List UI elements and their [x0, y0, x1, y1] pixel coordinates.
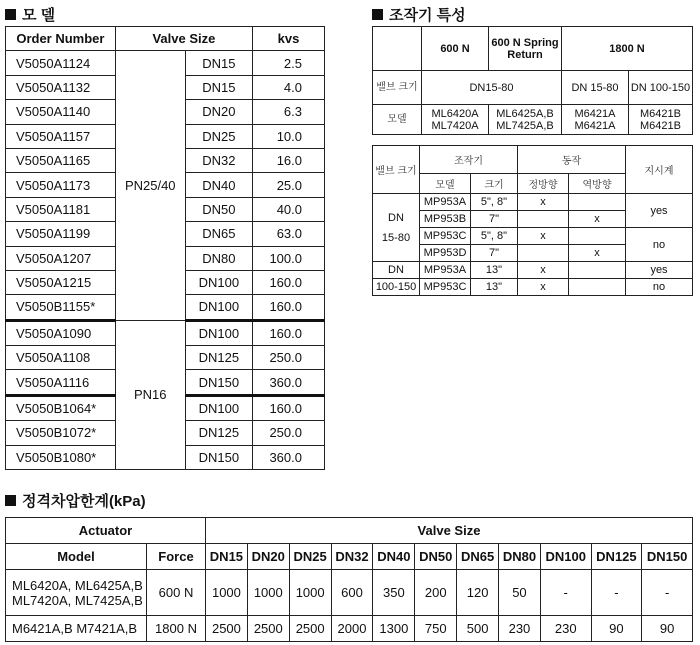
- header-actuator: Actuator: [6, 518, 206, 544]
- valve-size: DN100: [185, 270, 252, 294]
- header-600n: 600 N: [422, 27, 489, 71]
- kvs-value: 16.0: [253, 148, 325, 172]
- table-row: [373, 194, 693, 211]
- pressure-value: 90: [642, 616, 693, 642]
- pressure-limit-table: [5, 517, 693, 642]
- table-header-row: [6, 518, 693, 544]
- valve-size: DN15: [185, 51, 252, 75]
- pressure-value: 120: [457, 570, 499, 616]
- pressure-value: 230: [540, 616, 591, 642]
- order-number: V5050A1140: [6, 100, 116, 124]
- valve-size: DN100: [185, 320, 252, 345]
- op-direct: x: [518, 279, 569, 296]
- table-row: [373, 228, 693, 245]
- pressure-group-pn2540: PN25/40: [115, 51, 185, 320]
- pressure-value: 600: [331, 570, 373, 616]
- actuator-model: M6421A,B M7421A,B: [6, 616, 147, 642]
- order-number: V5050A1207: [6, 246, 116, 270]
- op-reverse: [569, 228, 626, 245]
- order-number: V5050A1157: [6, 124, 116, 148]
- dn-label: DN: [373, 262, 420, 279]
- header-kvs: kvs: [253, 27, 325, 51]
- header-valve-size: Valve Size: [115, 27, 252, 51]
- kvs-value: 6.3: [253, 100, 325, 124]
- dn-group-a: [373, 194, 420, 262]
- header-order-number: Order Number: [6, 27, 116, 51]
- op-direct: [518, 245, 569, 262]
- header-model: Model: [6, 544, 147, 570]
- header-dn-size: DN50: [415, 544, 457, 570]
- model-table: [5, 26, 325, 470]
- op-size: 7": [471, 245, 518, 262]
- pressure-value: 2000: [331, 616, 373, 642]
- kvs-value: 360.0: [253, 445, 325, 469]
- label-model: 모델: [420, 174, 471, 194]
- op-size: 7": [471, 211, 518, 228]
- order-number: V5050A1116: [6, 370, 116, 395]
- valve-size: DN100: [185, 295, 252, 320]
- label-indicator: 지시계: [626, 146, 693, 194]
- order-number: V5050A1199: [6, 222, 116, 246]
- kvs-value: 10.0: [253, 124, 325, 148]
- model-600n: ML6420A ML7420A: [422, 105, 489, 135]
- square-bullet-icon: [5, 9, 16, 20]
- section-title-text: 조작기 특성: [389, 7, 466, 24]
- order-number: V5050A1124: [6, 51, 116, 75]
- kvs-value: 63.0: [253, 222, 325, 246]
- valve-size: DN150: [185, 370, 252, 395]
- op-model: MP953C: [420, 228, 471, 245]
- header-dn-size: DN15: [206, 544, 248, 570]
- size-1800n-a: DN 15-80: [562, 71, 629, 105]
- valve-size: DN15: [185, 75, 252, 99]
- table-row: [373, 279, 693, 296]
- valve-size: DN125: [185, 346, 252, 370]
- indicator-no: no: [626, 228, 693, 262]
- empty-cell: [373, 27, 422, 71]
- actuator-characteristics-table: [372, 26, 693, 135]
- valve-size: DN32: [185, 148, 252, 172]
- model-1800n-a: M6421A M6421A: [562, 105, 629, 135]
- op-reverse: [569, 279, 626, 296]
- order-number: V5050A1181: [6, 197, 116, 221]
- label-size: 크기: [471, 174, 518, 194]
- header-600n-spring-return: 600 N Spring Return: [489, 27, 562, 71]
- kvs-value: 160.0: [253, 320, 325, 345]
- size-600n: DN15-80: [422, 71, 562, 105]
- op-reverse: x: [569, 245, 626, 262]
- header-dn-size: DN150: [642, 544, 693, 570]
- kvs-value: 2.5: [253, 51, 325, 75]
- op-model: MP953B: [420, 211, 471, 228]
- size-1800n-b: DN 100-150: [629, 71, 693, 105]
- order-number: V5050A1090: [6, 320, 116, 345]
- order-number: V5050B1072*: [6, 421, 116, 445]
- order-number: V5050A1215: [6, 270, 116, 294]
- table-row: [6, 616, 693, 642]
- square-bullet-icon: [5, 495, 16, 506]
- order-number: V5050A1165: [6, 148, 116, 172]
- order-number: V5050B1155*: [6, 295, 116, 320]
- section-title-actuator: [372, 4, 466, 25]
- table-header-row: [6, 27, 325, 51]
- model-1800n-b: M6421B M6421B: [629, 105, 693, 135]
- order-number: V5050A1132: [6, 75, 116, 99]
- section-title-model: [5, 4, 55, 25]
- pressure-value: 1000: [289, 570, 331, 616]
- header-dn-size: DN20: [247, 544, 289, 570]
- header-dn-size: DN25: [289, 544, 331, 570]
- header-dn-size: DN80: [499, 544, 541, 570]
- section-title-text: 모 델: [22, 7, 56, 24]
- op-model: MP953A: [420, 262, 471, 279]
- op-size: 13": [471, 262, 518, 279]
- table-header-row: [373, 146, 693, 174]
- order-number: V5050A1173: [6, 173, 116, 197]
- op-direct: x: [518, 194, 569, 211]
- section-title-pressure: [5, 490, 146, 511]
- table-row: [373, 71, 693, 105]
- pressure-value: 500: [457, 616, 499, 642]
- label-direct: 정방향: [518, 174, 569, 194]
- pressure-value: -: [540, 570, 591, 616]
- header-dn-size: DN32: [331, 544, 373, 570]
- pressure-value: 50: [499, 570, 541, 616]
- indicator-no: no: [626, 279, 693, 296]
- pressure-value: 1300: [373, 616, 415, 642]
- actuator-force: 1800 N: [147, 616, 206, 642]
- label-operator: 조작기: [420, 146, 518, 174]
- pressure-value: 2500: [247, 616, 289, 642]
- kvs-value: 4.0: [253, 75, 325, 99]
- valve-size: DN125: [185, 421, 252, 445]
- header-dn-size: DN125: [591, 544, 642, 570]
- kvs-value: 100.0: [253, 246, 325, 270]
- operator-table: [372, 145, 693, 296]
- op-model: MP953D: [420, 245, 471, 262]
- pressure-value: 1000: [206, 570, 248, 616]
- table-row: [6, 51, 325, 75]
- valve-size: DN65: [185, 222, 252, 246]
- indicator-yes: yes: [626, 194, 693, 228]
- op-size: 5", 8": [471, 194, 518, 211]
- op-reverse: [569, 194, 626, 211]
- pressure-value: -: [591, 570, 642, 616]
- pressure-value: -: [642, 570, 693, 616]
- valve-size: DN50: [185, 197, 252, 221]
- valve-size: DN40: [185, 173, 252, 197]
- header-dn-size: DN40: [373, 544, 415, 570]
- table-row: [373, 262, 693, 279]
- op-size: 5", 8": [471, 228, 518, 245]
- kvs-value: 160.0: [253, 395, 325, 420]
- actuator-model: ML6420A, ML6425A,B ML7420A, ML7425A,B: [6, 570, 147, 616]
- order-number: V5050B1064*: [6, 395, 116, 420]
- op-reverse: [569, 262, 626, 279]
- indicator-yes: yes: [626, 262, 693, 279]
- header-dn-size: DN100: [540, 544, 591, 570]
- pressure-value: 230: [499, 616, 541, 642]
- pressure-value: 90: [591, 616, 642, 642]
- valve-size: DN25: [185, 124, 252, 148]
- kvs-value: 40.0: [253, 197, 325, 221]
- op-size: 13": [471, 279, 518, 296]
- pressure-value: 200: [415, 570, 457, 616]
- op-reverse: x: [569, 211, 626, 228]
- dn-range: 15-80: [381, 231, 411, 244]
- table-row: [6, 570, 693, 616]
- valve-size: DN80: [185, 246, 252, 270]
- model-600n-sr: ML6425A,B ML7425A,B: [489, 105, 562, 135]
- pressure-value: 1000: [247, 570, 289, 616]
- kvs-value: 250.0: [253, 421, 325, 445]
- label-valve-size: 밸브 크기: [373, 71, 422, 105]
- op-direct: x: [518, 262, 569, 279]
- kvs-value: 160.0: [253, 295, 325, 320]
- header-1800n: 1800 N: [562, 27, 693, 71]
- kvs-value: 250.0: [253, 346, 325, 370]
- dn-label: DN: [388, 211, 404, 224]
- label-action: 동작: [518, 146, 626, 174]
- table-row: [6, 320, 325, 345]
- label-model: 모델: [373, 105, 422, 135]
- valve-size: DN150: [185, 445, 252, 469]
- table-header-row: [6, 544, 693, 570]
- header-valve-size: Valve Size: [206, 518, 693, 544]
- pressure-value: 2500: [206, 616, 248, 642]
- section-title-text: 정격차압한계(kPa): [22, 493, 146, 510]
- square-bullet-icon: [372, 9, 383, 20]
- op-model: MP953A: [420, 194, 471, 211]
- label-reverse: 역방향: [569, 174, 626, 194]
- label-valve-size: 밸브 크기: [373, 146, 420, 194]
- pressure-group-pn16: PN16: [115, 320, 185, 469]
- header-dn-size: DN65: [457, 544, 499, 570]
- pressure-value: 750: [415, 616, 457, 642]
- op-direct: [518, 211, 569, 228]
- pressure-value: 2500: [289, 616, 331, 642]
- kvs-value: 25.0: [253, 173, 325, 197]
- header-force: Force: [147, 544, 206, 570]
- table-header-row: [373, 27, 693, 71]
- op-model: MP953C: [420, 279, 471, 296]
- pressure-value: 350: [373, 570, 415, 616]
- order-number: V5050B1080*: [6, 445, 116, 469]
- valve-size: DN20: [185, 100, 252, 124]
- kvs-value: 160.0: [253, 270, 325, 294]
- valve-size: DN100: [185, 395, 252, 420]
- op-direct: x: [518, 228, 569, 245]
- actuator-force: 600 N: [147, 570, 206, 616]
- order-number: V5050A1108: [6, 346, 116, 370]
- dn-range: 100-150: [373, 279, 420, 296]
- kvs-value: 360.0: [253, 370, 325, 395]
- table-row: [373, 105, 693, 135]
